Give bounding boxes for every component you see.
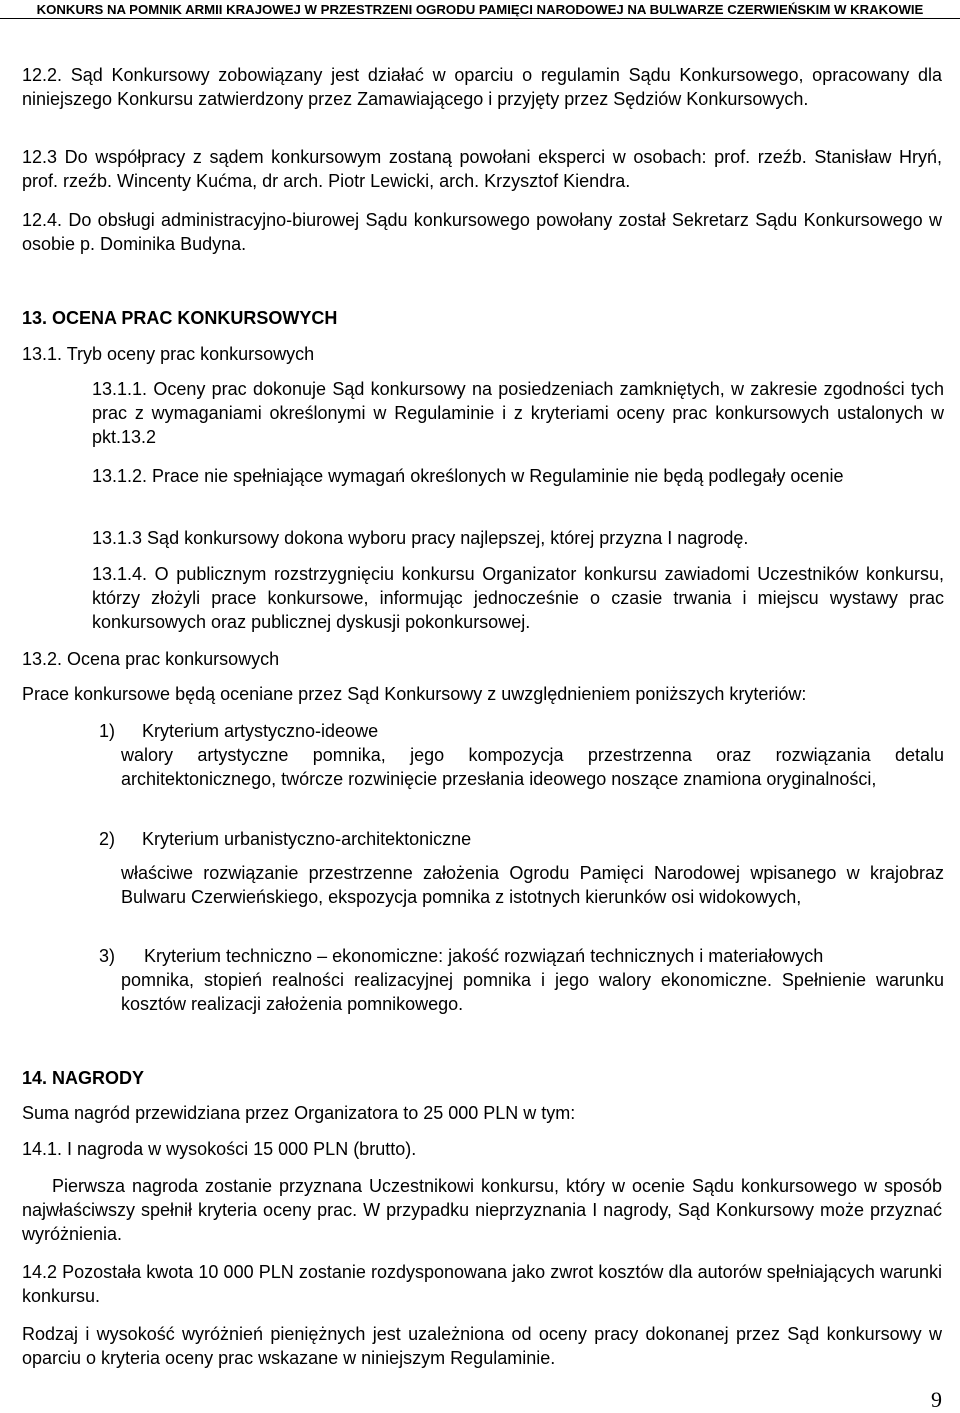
criterion-2-title [99, 827, 944, 851]
subsection-13-1-heading: 13.1. Tryb oceny prac konkursowych [22, 344, 315, 364]
criterion-1-text: walory artystyczne pomnika, jego kompozycja przestrzenna oraz rozwiązania detalu architektonicznego, twórcze rozwinięcie przesłania ideowego noszące znamiona oryginalności, [121, 745, 944, 789]
paragraph-12-3: 12.3 Do współpracy z sądem konkursowym zostaną powołani eksperci w osobach: prof. rzeźb. Stanisław Hryń, prof. rzeźb. Wincenty Kućma, dr arch. Piotr Lewicki, arch. Krzysztof Kiendra. [22, 147, 942, 191]
paragraph-14-1: 14.1. I nagroda w wysokości 15 000 PLN (brutto). [22, 1139, 417, 1159]
criterion-1-title [99, 719, 944, 743]
paragraph-13-1-2: 13.1.2. Prace nie spełniające wymagań określonych w Regulaminie nie będą podlegały ocenie [92, 466, 844, 486]
paragraph-13-1-3: 13.1.3 Sąd konkursowy dokona wyboru pracy najlepszej, której przyzna I nagrodę. [92, 528, 749, 548]
section-13-heading: 13. OCENA PRAC KONKURSOWYCH [22, 308, 338, 328]
paragraph-13-1-1: 13.1.1. Oceny prac dokonuje Sąd konkursowy na posiedzeniach zamkniętych, w zakresie zgodności tych prac z wymaganiami określonymi w Regulaminie i z kryteriami oceny prac konkursowych ustalonych w pkt.13.2 [92, 379, 944, 447]
paragraph-awards: Rodzaj i wysokość wyróżnień pieniężnych jest uzależniona od oceny pracy dokonanej przez Sąd konkursowy w oparciu o kryteria oceny prac wskazane w niniejszym Regulaminie. [22, 1324, 942, 1368]
criterion-3-title-text: Kryterium techniczno – ekonomiczne: jakość rozwiązań technicznych i materiałowych [144, 946, 824, 966]
section-14-heading: 14. NAGRODY [22, 1068, 145, 1088]
paragraph-12-4: 12.4. Do obsługi administracyjno-biurowej Sądu konkursowego powołany został Sekretarz Sądu Konkursowego w osobie p. Dominika Budyna. [22, 210, 942, 254]
criteria-intro: Prace konkursowe będą oceniane przez Sąd Konkursowy z uwzględnieniem poniższych kryteriów: [22, 684, 807, 704]
criterion-1-number: 1) [99, 721, 116, 741]
prize-sum: Suma nagród przewidziana przez Organizatora to 25 000 PLN w tym: [22, 1103, 576, 1123]
paragraph-13-1-4: 13.1.4. O publicznym rozstrzygnięciu konkursu Organizator konkursu zawiadomi Uczestników konkursu, którzy złożyli prace konkursowe, informując jednocześnie o czasie trwania i miejscu wystawy prac konkursowych oraz publicznej dyskusji pokonkursowej. [92, 564, 944, 632]
criterion-2-title-text: Kryterium urbanistyczno-architektoniczne [142, 829, 472, 849]
subsection-13-2-heading: 13.2. Ocena prac konkursowych [22, 649, 280, 669]
page-number: 9 [931, 1387, 942, 1412]
running-header [0, 0, 960, 20]
criterion-3-text: pomnika, stopień realności realizacyjnej pomnika i jego walory ekonomiczne. Spełnienie warunku kosztów realizacji założenia pomnikowego. [121, 970, 944, 1014]
criterion-1-title-text: Kryterium artystyczno-ideowe [142, 721, 379, 741]
criterion-2-text: właściwe rozwiązanie przestrzenne założenia Ogrodu Pamięci Narodowej wpisanego w krajobraz Bulwaru Czerwieńskiego, ekspozycja pomnika z istotnych kierunków osi widokowych, [121, 863, 944, 907]
paragraph-12-2: 12.2. Sąd Konkursowy zobowiązany jest działać w oparciu o regulamin Sądu Konkursowego, opracowany dla niniejszego Konkursu zatwierdzony przez Zamawiającego i przyjęty przez Sędziów Konkursowych. [22, 65, 942, 109]
paragraph-first-prize: Pierwsza nagroda zostanie przyznana Uczestnikowi konkursu, który w ocenie Sądu konkursowego w sposób najwłaściwszy spełnił kryteria oceny prac. W przypadku nieprzyznania I nagrody, Sąd Konkursowy może przyznać wyróżnienia. [22, 1176, 942, 1244]
header-rule [0, 18, 960, 19]
criterion-3-title [99, 944, 944, 968]
header-title: KONKURS NA POMNIK ARMII KRAJOWEJ W PRZESTRZENI OGRODU PAMIĘCI NARODOWEJ NA BULWARZE CZERWIEŃSKIM W KRAKOWIE [36, 2, 924, 17]
criterion-2-number: 2) [99, 829, 116, 849]
paragraph-14-2: 14.2 Pozostała kwota 10 000 PLN zostanie rozdysponowana jako zwrot kosztów dla autorów spełniających warunki konkursu. [22, 1262, 942, 1306]
criterion-3-number: 3) [99, 946, 116, 966]
